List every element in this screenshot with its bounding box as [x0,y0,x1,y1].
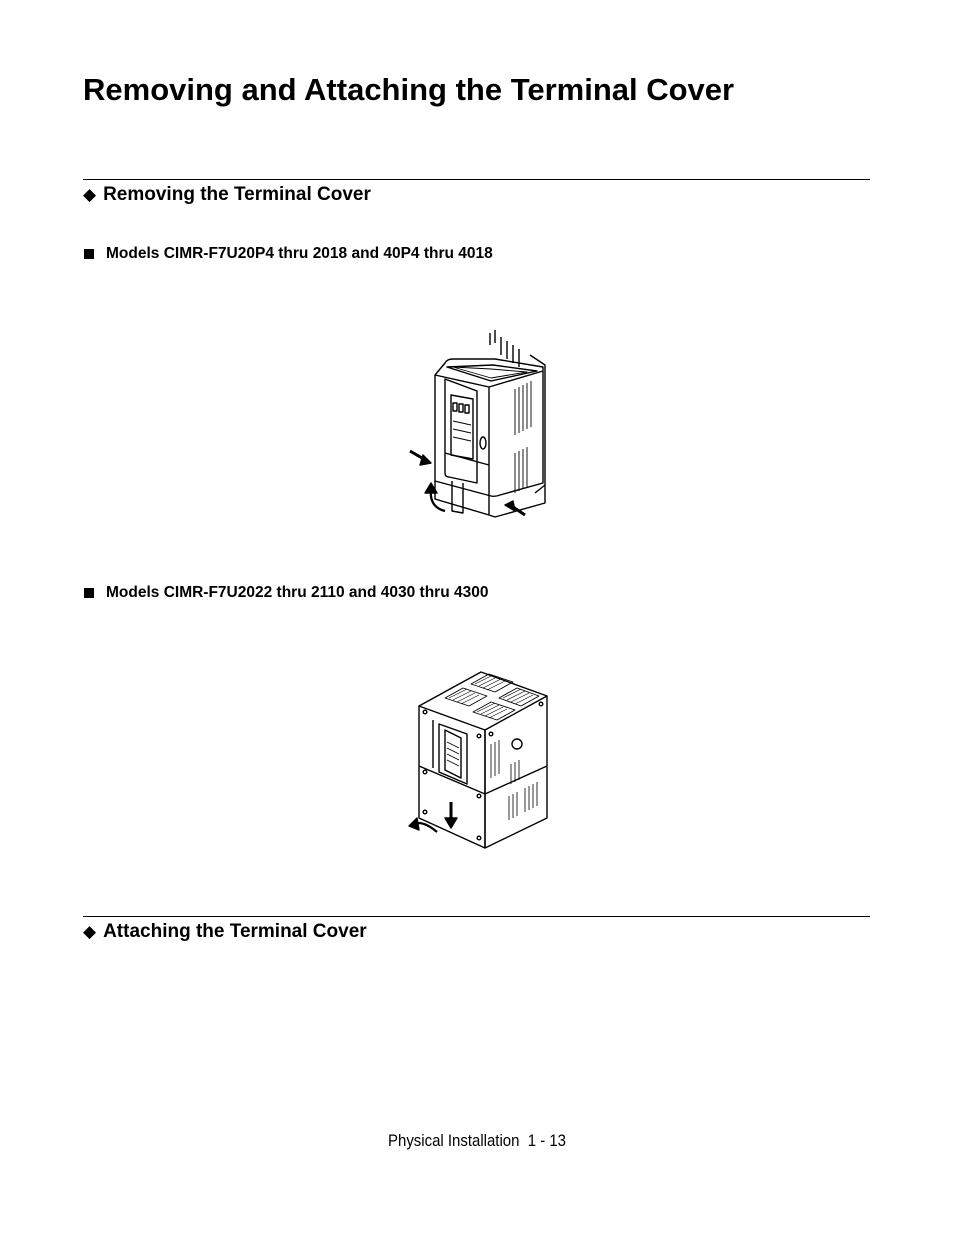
square-icon [84,588,94,598]
section-divider [83,179,870,180]
diamond-icon: ◆ [83,185,97,204]
section-divider [83,916,870,917]
page-title: Removing and Attaching the Terminal Cover [83,72,735,107]
section-heading-attaching [83,921,367,943]
section-heading-text: Removing the Terminal Cover [103,184,371,205]
large-drive-illustration [405,668,555,850]
subsection-heading-small-models [83,245,493,263]
subsection-heading-text: Models CIMR-F7U2022 thru 2110 and 4030 thru 4300 [106,584,489,601]
section-heading-text: Attaching the Terminal Cover [103,921,367,942]
square-icon [84,249,94,259]
page-footer: Physical Installation 1 - 13 [388,1131,566,1150]
subsection-heading-large-models [83,584,488,602]
small-drive-illustration [405,325,555,525]
section-heading-removing [83,184,371,206]
subsection-heading-text: Models CIMR-F7U20P4 thru 2018 and 40P4 thru 4018 [106,245,493,262]
diamond-icon: ◆ [83,922,97,941]
